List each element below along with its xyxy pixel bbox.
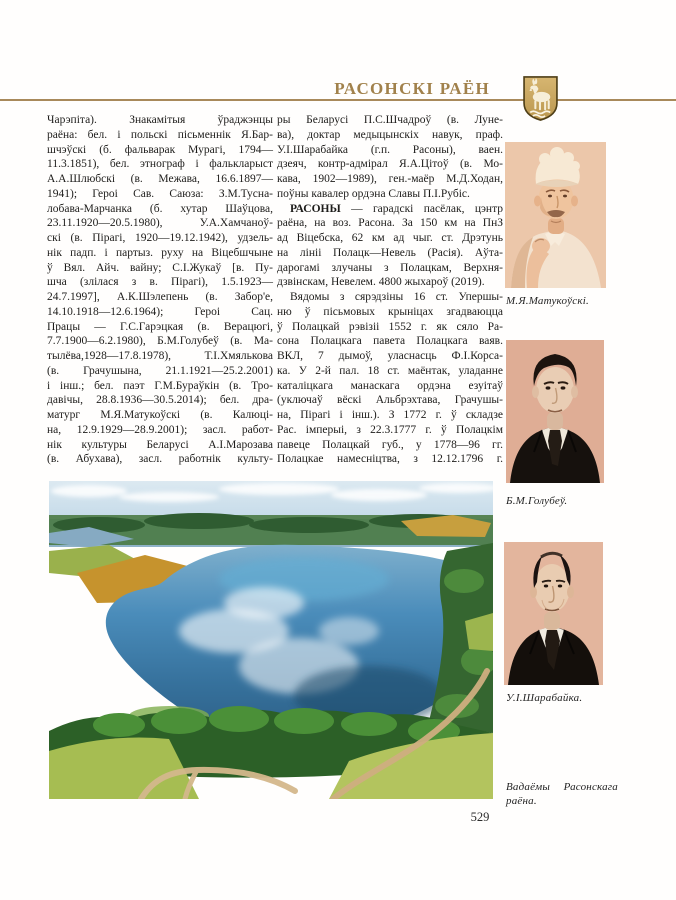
text-line: 23.11.1920—20.5.1980), У.А.Хамчаноў- (47, 217, 273, 230)
text-line: ню ў пісьмовых крыніцах згадваюцца (277, 305, 503, 318)
text-line: на, 12.9.1929—28.9.2001); засл. работ- (47, 423, 273, 436)
text-line: ў Вял. Айч. вайну; С.І.Жукаў [в. Пу- (47, 261, 273, 274)
portrait-balding-man-suit-icon (504, 542, 603, 685)
lake-aerial-photo (49, 481, 493, 799)
text-line: тылёва,1928—17.8.1978), Т.І.Хмялькова (47, 350, 273, 362)
text-line: нік падп. і партыз. руху на Віцебшчыне (47, 246, 273, 259)
aerial-lake-icon (49, 481, 493, 799)
moose-coat-of-arms-icon (522, 75, 559, 122)
coat-of-arms-svg (522, 75, 559, 122)
text-line: каталіцкага манаскага ордэна езуітаў (277, 379, 503, 392)
text-line: ВКЛ, 7 дымоў, уласнасць Ф.І.Корса- (277, 350, 503, 362)
text-line: дарогамі злучаны з Полацкам, Верхня- (277, 261, 503, 274)
text-line: ка. У 2-й пал. 18 ст. маёнтак, уладанне (277, 364, 503, 377)
article-column-left (47, 113, 273, 467)
text-line: лобава-Марчанка (б. хутар Шаўцова, (47, 202, 273, 215)
portrait-photo-golubeu (506, 340, 604, 483)
landscape-caption: Вадаёмы Расонскага раёна. (506, 781, 618, 807)
text-line: Чарэпіта). Знакамітыя ўраджэнцы (47, 114, 273, 126)
header-rule (0, 99, 676, 101)
text-line: 7.7.1900—6.2.1980), Б.М.Голубеў (в. Ма- (47, 335, 273, 348)
text-line: давічы, 28.8.1936—30.5.2014); бел. дра- (47, 394, 273, 407)
text-line: на лініі Полацк—Невель (Расія). Аўта- (277, 246, 503, 259)
text-line: Полацкае намесніцтва, з 12.12.1796 г. (277, 453, 503, 466)
text-line: (в. Грачушына, 21.1.1921—25.2.2001) (47, 364, 273, 377)
text-line: Працы — Г.С.Гарэцкая (в. Верацюгі, (47, 320, 273, 333)
photo-caption-sharabaika: У.І.Шарабайка. (506, 692, 583, 704)
text-line: скі (в. Пірагі, 1920—19.12.1942), удзель- (47, 232, 273, 244)
photo-caption-golubeu: Б.М.Голубеў. (506, 495, 568, 507)
text-line: кава, 1902—1989), ген.-маёр М.Д.Ходан, (277, 173, 503, 185)
text-line: А.А.Шлюбскі (в. Межава, 16.6.1897— (47, 173, 273, 185)
text-line: поўны кавалер ордэна Славы П.І.Рубіс. (277, 187, 470, 200)
text-line: і інш.; бел. паэт Г.М.Бураўкін (в. Тро- (47, 379, 273, 392)
text-line: ва), доктар медыцынскіх навук, праф. (277, 128, 503, 141)
text-line: на, Пірагі і інш.). З 1772 г. ў складзе (277, 409, 503, 421)
text-line: Вядомы з сярэдзіны 16 ст. Упершы- (290, 291, 503, 303)
text-line: дзеяч, контр-адмірал Я.А.Цітоў (в. Мо- (277, 158, 503, 171)
photo-caption-matukouski: М.Я.Матукоўскі. (506, 295, 589, 307)
portrait-photo-matukouski (505, 142, 606, 288)
text-line: шчэўскі (б. фальварак Мурагі, 1794— (47, 143, 273, 156)
portrait-photo-sharabaika (504, 542, 603, 685)
text-line: (в. Абухава), засл. работнік культу- (47, 453, 273, 466)
article-column-right (277, 113, 503, 467)
text-line: 14.10.1918—12.6.1964); Героі Сац. (47, 305, 273, 318)
text-line: (уключаў вёскі Альбрэхтава, Грачушы- (277, 394, 503, 407)
text-line: матург М.Я.Матукоўскі (в. Калюці- (47, 409, 273, 421)
text-line: ад Віцебска, 62 км ад чыг. ст. Дрэтунь (277, 232, 503, 244)
text-line: раёна, на воз. Расона. За 150 км на ПнЗ (277, 217, 503, 230)
text-line: раёна: бел. і польскі пісьменнік Я.Бар- (47, 128, 273, 141)
text-line: РАСОНЫ — гарадскі пасёлак, цэнтр (290, 202, 503, 215)
portrait-man-in-cap-icon (505, 142, 606, 288)
page-number: 529 (470, 810, 490, 824)
text-line: дзвінскам, Невелем. 4800 жыхароў (2019). (277, 276, 485, 289)
text-line: Рас. імперыі, з 22.3.1777 г. ў Полацкім (277, 423, 503, 436)
text-line: 1941); Героі Сав. Саюза: З.М.Тусна- (47, 187, 273, 200)
page-header-title: РАСОНСКІ РАЁН (334, 79, 490, 98)
text-line: ў Полацкай рэвізіі 1552 г. як сяло Ра- (277, 320, 503, 333)
text-line: сона Полацкага павета Полацкага ваяв. (277, 335, 503, 348)
text-line: 24.7.1997], А.К.Шэлепень (в. Забор'е, (47, 291, 273, 303)
text-line: нік культуры Беларусі А.І.Марозава (47, 438, 273, 451)
portrait-man-dark-hair-suit-icon (506, 340, 604, 483)
text-line: ры Беларусі П.С.Шчадроў (в. Луне- (277, 114, 503, 126)
text-line: 11.3.1851), бел. этнограф і фалькларыст (47, 158, 273, 171)
text-line: павеце Полацкай губ., у 1778—96 гг. (277, 438, 503, 451)
text-line: шча (злілася з в. Пірагі), 1.5.1923— (47, 276, 273, 289)
text-line: У.І.Шарабайка (г.п. Расоны), ваен. (277, 143, 503, 156)
